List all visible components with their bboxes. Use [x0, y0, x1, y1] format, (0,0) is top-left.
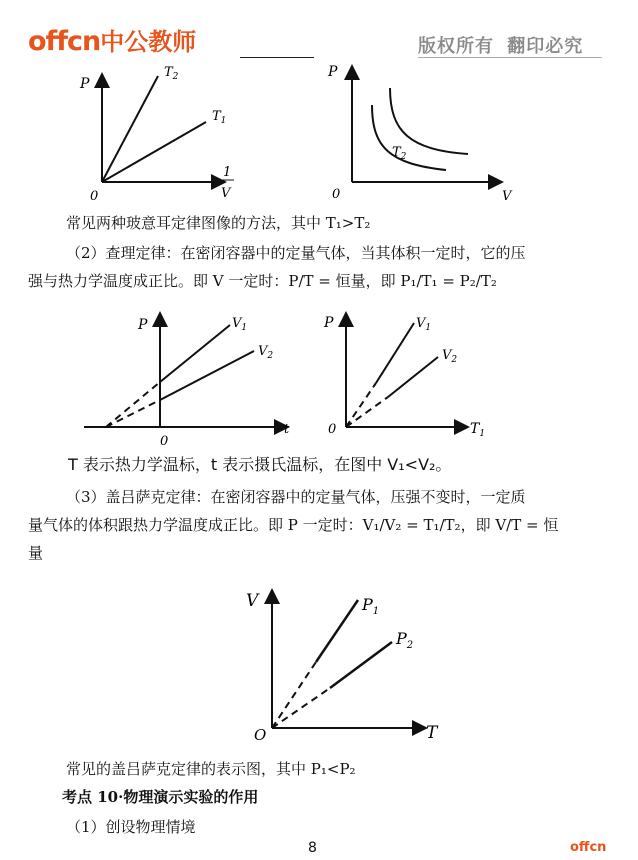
boyle-label-t1: $T_1$ [212, 109, 227, 126]
gay-lussac-text-line-3: 量 [28, 544, 44, 562]
charles-label-v2: $V_2$ [258, 344, 274, 361]
boyle-right-origin: 0 [332, 187, 341, 202]
charles-text-line-1: （2）查理定律：在密闭容器中的定量气体，当其体积一定时，它的压 [66, 244, 526, 262]
charles-right-origin: 0 [328, 422, 337, 437]
gay-lussac-origin: O [254, 726, 267, 744]
header-rights [418, 32, 583, 58]
gay-lussac-x-label: T [426, 723, 438, 743]
figure-charles [70, 305, 510, 450]
temperature-scales-note: T 表示热力学温标，t 表示摄氏温标，在图中 V₁<V₂。 [68, 455, 452, 474]
page-number: 8 [308, 840, 317, 856]
charles-text-line-2: 强与热力学温度成正比。即 V 一定时：P/T = 恒量，即 P₁/T₁ = P₂/T₂ [28, 272, 497, 290]
offcn-logo [28, 22, 196, 57]
boyle-left-y-label: P [80, 76, 90, 92]
charles-left-x-label: t [284, 422, 290, 437]
charles-right-label-v2: $V_2$ [442, 348, 458, 365]
gay-lussac-extension-p2 [272, 688, 330, 728]
boyle-x-label-numerator: 1 [223, 165, 232, 180]
charles-left-origin: 0 [160, 434, 169, 449]
gay-lussac-line-p2 [330, 642, 392, 688]
figure-gay-lussac [230, 580, 450, 750]
footer-logo: offcn [570, 840, 607, 855]
gay-lussac-line-p1 [316, 600, 358, 662]
list-item-1: （1）创设物理情境 [66, 818, 196, 836]
section-heading-10: 考点 10·物理演示实验的作用 [62, 788, 259, 806]
charles-right-line-v1 [376, 323, 414, 383]
rights-text-1: 版权所有 [418, 36, 494, 57]
charles-left-extension-v2 [106, 400, 160, 427]
gay-lussac-y-label: V [246, 591, 259, 611]
figure-boyle [70, 60, 530, 210]
gay-lussac-text-line-1: （3）盖吕萨克定律：在密闭容器中的定量气体，压强不变时，一定质 [66, 488, 526, 506]
boyle-label-t2: $T_2$ [164, 65, 179, 82]
logo-latin: offcn [28, 26, 101, 57]
charles-left-line-v2 [160, 351, 254, 400]
charles-right-x-label: $T_1$ [470, 421, 486, 439]
gay-lussac-caption: 常见的盖吕萨克定律的表示图，其中 P₁<P₂ [66, 760, 356, 778]
charles-label-v1: $V_1$ [232, 316, 248, 333]
gay-lussac-extension-p1 [272, 662, 316, 728]
charles-right-extension-v1 [346, 383, 376, 427]
gay-lussac-label-p2: $P_2$ [396, 629, 414, 651]
header-rule [418, 57, 602, 58]
charles-left-line-v1 [160, 325, 230, 382]
charles-right-y-label: P [324, 315, 334, 331]
gay-lussac-text-line-2: 量气体的体积跟热力学温度成正比。即 P 一定时：V₁/V₂ = T₁/T₂，即 V/T = 恒 [28, 516, 559, 534]
charles-left-y-label: P [138, 317, 148, 333]
header-underline [240, 57, 314, 58]
boyle-label-right-t2: $T_2$ [392, 145, 407, 162]
charles-right-line-v2 [388, 357, 438, 397]
logo-chinese: 中公教师 [100, 28, 197, 56]
boyle-right-x-label: V [502, 189, 512, 204]
rights-text-2: 翻印必究 [507, 36, 584, 57]
boyle-left-origin: 0 [90, 189, 99, 204]
boyle-x-label-denominator: V [221, 186, 231, 201]
boyle-caption: 常见两种玻意耳定律图像的方法，其中 T₁>T₂ [66, 214, 371, 232]
boyle-right-y-label: P [328, 64, 338, 80]
boyle-curve-outer [390, 88, 468, 154]
gay-lussac-label-p1: $P_1$ [362, 595, 380, 617]
charles-right-label-v1: $V_1$ [416, 316, 432, 333]
charles-right-extension-v2 [346, 397, 388, 427]
